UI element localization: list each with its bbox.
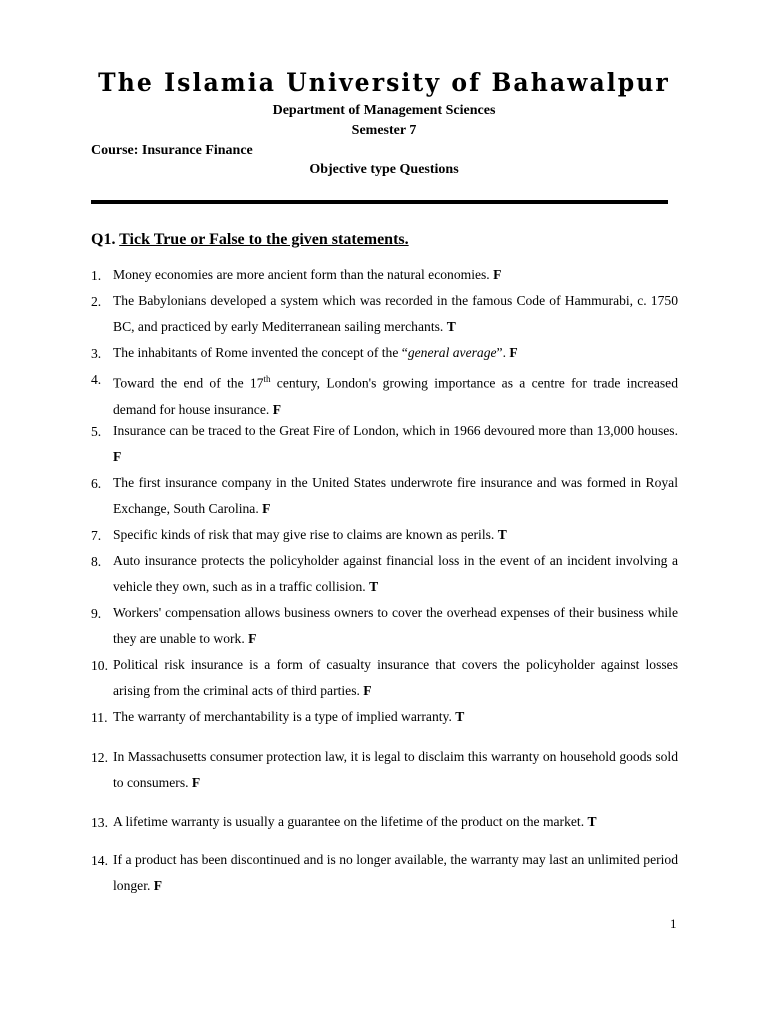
question-number: 5. bbox=[91, 424, 102, 439]
semester-label: Semester 7 bbox=[351, 123, 417, 138]
course-label: Course: Insurance Finance bbox=[91, 143, 253, 158]
answer-mark: F bbox=[363, 683, 372, 698]
question-text: Political risk insurance is a form of casualty insurance that covers the policyholder against losses arising from the criminal acts of third parties. F bbox=[113, 657, 678, 698]
answer-mark: T bbox=[587, 814, 597, 829]
answer-mark: F bbox=[272, 401, 281, 417]
answer-mark: F bbox=[262, 501, 271, 516]
question-text: Auto insurance protects the policyholder against financial loss in the event of an incident involving a vehicle they own, such as in a traffic collision. T bbox=[113, 553, 678, 594]
horizontal-rule bbox=[91, 200, 668, 204]
answer-mark: T bbox=[446, 319, 456, 334]
answer-mark: T bbox=[369, 579, 379, 594]
page-number: 1 bbox=[670, 916, 677, 931]
answer-mark: T bbox=[455, 709, 465, 724]
question-text: Specific kinds of risk that may give rise to claims are known as perils. T bbox=[113, 527, 507, 542]
question-number: 12. bbox=[91, 750, 108, 765]
answer-mark: F bbox=[153, 878, 163, 893]
question-number: 13. bbox=[91, 815, 108, 830]
question-text: Toward the end of the 17th century, London's growing importance as a centre for trade increased demand for house insurance. F bbox=[113, 374, 678, 417]
question-text: The Babylonians developed a system which was recorded in the famous Code of Hammurabi, c. 1750 BC, and practiced by early Mediterranean sailing merchants. T bbox=[113, 293, 678, 334]
section-title: Tick True or False to the given statements. bbox=[119, 231, 409, 248]
document-subtitle: Objective type Questions bbox=[309, 162, 459, 177]
question-number: 11. bbox=[91, 710, 108, 725]
question-number: 14. bbox=[91, 853, 108, 868]
question-number: 1. bbox=[91, 268, 102, 283]
department-name: Department of Management Sciences bbox=[272, 103, 496, 118]
answer-mark: F bbox=[248, 631, 257, 646]
answer-mark: T bbox=[497, 527, 507, 542]
section-heading bbox=[91, 231, 409, 249]
question-number: 2. bbox=[91, 294, 102, 309]
emphasis-term: general average bbox=[407, 345, 497, 360]
superscript: th bbox=[263, 374, 271, 384]
answer-mark: F bbox=[509, 345, 518, 360]
question-text: The warranty of merchantability is a type of implied warranty. T bbox=[113, 709, 465, 724]
question-number: 9. bbox=[91, 606, 102, 621]
question-text: In Massachusetts consumer protection law, it is legal to disclaim this warranty on household goods sold to consumers. F bbox=[113, 749, 678, 790]
answer-mark: F bbox=[191, 775, 201, 790]
question-text: Money economies are more ancient form than the natural economies. F bbox=[113, 267, 502, 282]
question-text: Workers' compensation allows business owners to cover the overhead expenses of their business while they are unable to work. F bbox=[113, 605, 678, 646]
question-text: If a product has been discontinued and is no longer available, the warranty may last an unlimited period longer. F bbox=[113, 852, 678, 893]
question-number: 6. bbox=[91, 476, 102, 491]
answer-mark: F bbox=[493, 267, 502, 282]
question-number: 10. bbox=[91, 658, 108, 673]
question-number: 4. bbox=[91, 372, 102, 387]
question-text: Insurance can be traced to the Great Fire of London, which in 1966 devoured more than 13,000 houses. F bbox=[113, 423, 678, 464]
section-number: Q1. bbox=[91, 231, 116, 248]
question-number: 7. bbox=[91, 528, 102, 543]
question-text: The inhabitants of Rome invented the concept of the “general average”. F bbox=[113, 345, 518, 360]
answer-mark: F bbox=[113, 449, 122, 464]
question-number: 8. bbox=[91, 554, 102, 569]
question-number: 3. bbox=[91, 346, 102, 361]
question-text: A lifetime warranty is usually a guarantee on the lifetime of the product on the market. T bbox=[113, 814, 597, 829]
university-title: The Islamia University of Bahawalpur bbox=[98, 68, 670, 97]
question-text: The first insurance company in the United States underwrote fire insurance and was formed in Royal Exchange, South Carolina. F bbox=[113, 475, 678, 516]
